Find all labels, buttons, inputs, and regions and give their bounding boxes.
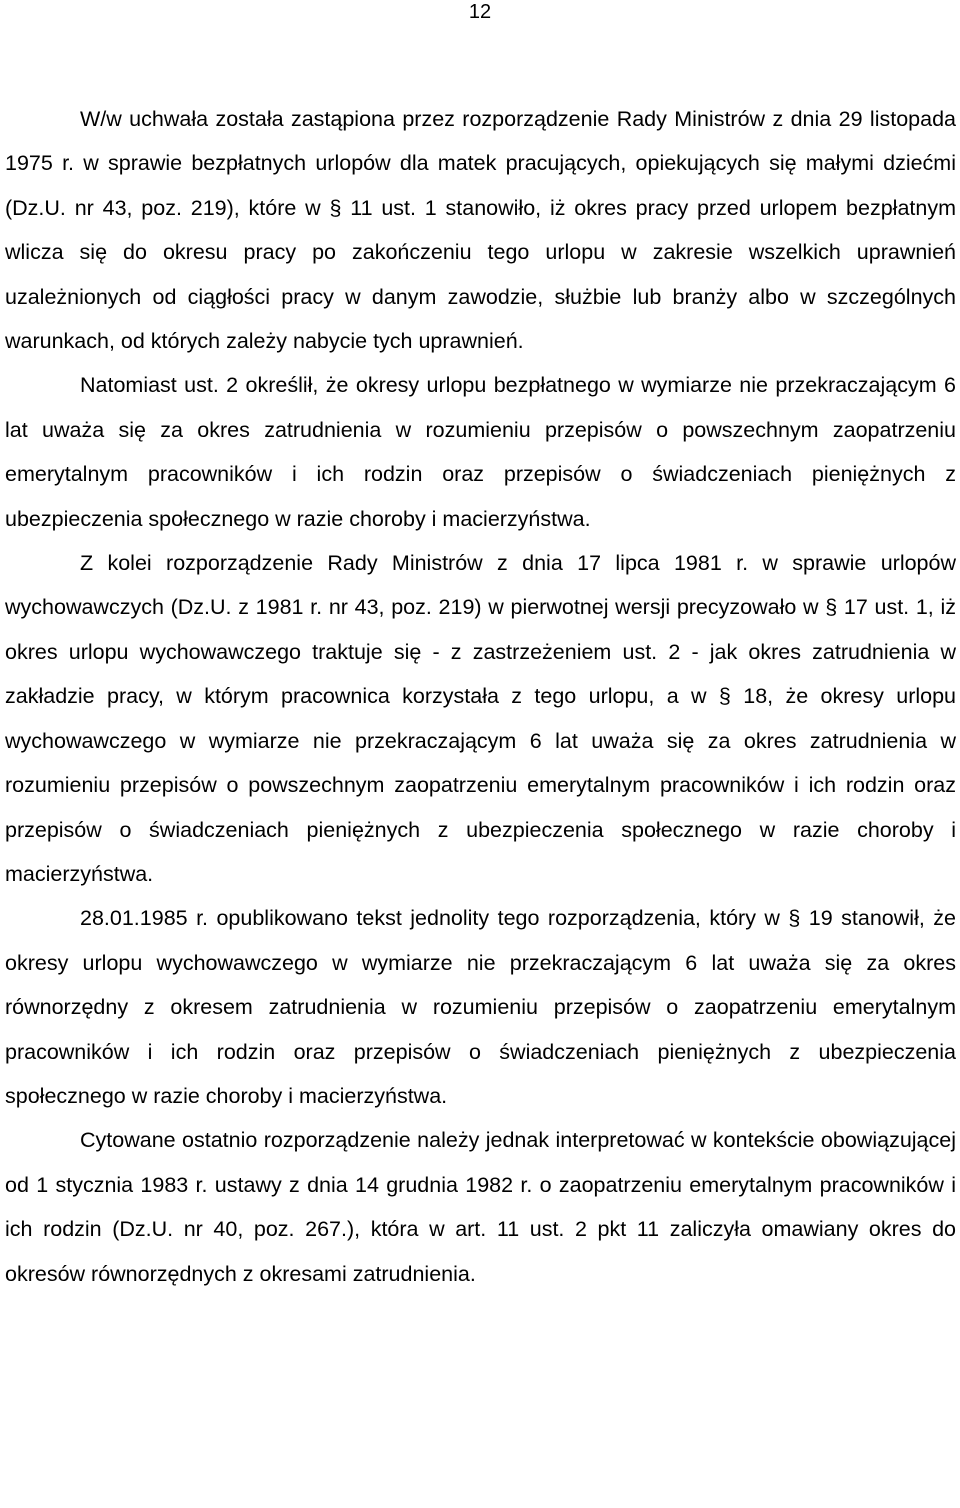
paragraph-unpaid-leave-periods: Natomiast ust. 2 określił, że okresy urlopu bezpłatnego w wymiarze nie przekraczającym 6 lat uważa się za okres zatrudnienia w rozumieniu przepisów o powszechnym zaopatrzeniu emerytalnym pracowników i ich rodzin oraz przepisów o świadczeniach pieniężnych z ubezpieczenia społecznego w razie choroby i macierzyństwa. — [5, 373, 956, 531]
paragraph-consolidated-text-1985: 28.01.1985 r. opublikowano tekst jednolity tego rozporządzenia, który w § 19 stanowił, że okresy urlopu wychowawczego w wymiarze nie przekraczającym 6 lat uważa się za okres równorzędny z okresem zatrudnienia w rozumieniu przepisów o zaopatrzeniu emerytalnym pracowników i ich rodzin oraz przepisów o świadczeniach pieniężnych z ubezpieczenia społecznego w razie choroby i macierzyństwa. — [5, 906, 956, 1108]
paragraph-interpretation-1982-act: Cytowane ostatnio rozporządzenie należy jednak interpretować w kontekście obowiązującej od 1 stycznia 1983 r. ustawy z dnia 14 grudnia 1982 r. o zaopatrzeniu emerytalnym pracowników i ich rodzin (Dz.U. nr 40, poz. 267.), która w art. 11 ust. 2 pkt 11 zaliczyła omawiany okres do okresów równorzędnych z okresami zatrudnienia. — [5, 1128, 956, 1286]
paragraph-resolution-replaced: W/w uchwała została zastąpiona przez rozporządzenie Rady Ministrów z dnia 29 listopada 1975 r. w sprawie bezpłatnych urlopów dla matek pracujących, opiekujących się małymi dziećmi (Dz.U. nr 43, poz. 219), które w § 11 ust. 1 stanowiło, iż okres pracy przed urlopem bezpłatnym wlicza się do okresu pracy po zakończeniu tego urlopu w zakresie wszelkich uprawnień uzależnionych od ciągłości pracy w danym zawodzie, służbie lub branży albo w szczególnych warunkach, od których zależy nabycie tych uprawnień. — [5, 107, 956, 354]
document-body — [5, 97, 956, 1296]
paragraph-parental-leave-1981: Z kolei rozporządzenie Rady Ministrów z dnia 17 lipca 1981 r. w sprawie urlopów wychowawczych (Dz.U. z 1981 r. nr 43, poz. 219) w pierwotnej wersji precyzowało w § 17 ust. 1, iż okres urlopu wychowawczego traktuje się - z zastrzeżeniem ust. 2 - jak okres zatrudnienia w zakładzie pracy, w którym pracownica korzystała z tego urlopu, a w § 18, że okresy urlopu wychowawczego w wymiarze nie przekraczającym 6 lat uważa się za okres zatrudnienia w rozumieniu przepisów o powszechnym zaopatrzeniu emerytalnym pracowników i ich rodzin oraz przepisów o świadczeniach pieniężnych z ubezpieczenia społecznego w razie choroby i macierzyństwa. — [5, 551, 956, 886]
page-number: 12 — [468, 1, 492, 23]
